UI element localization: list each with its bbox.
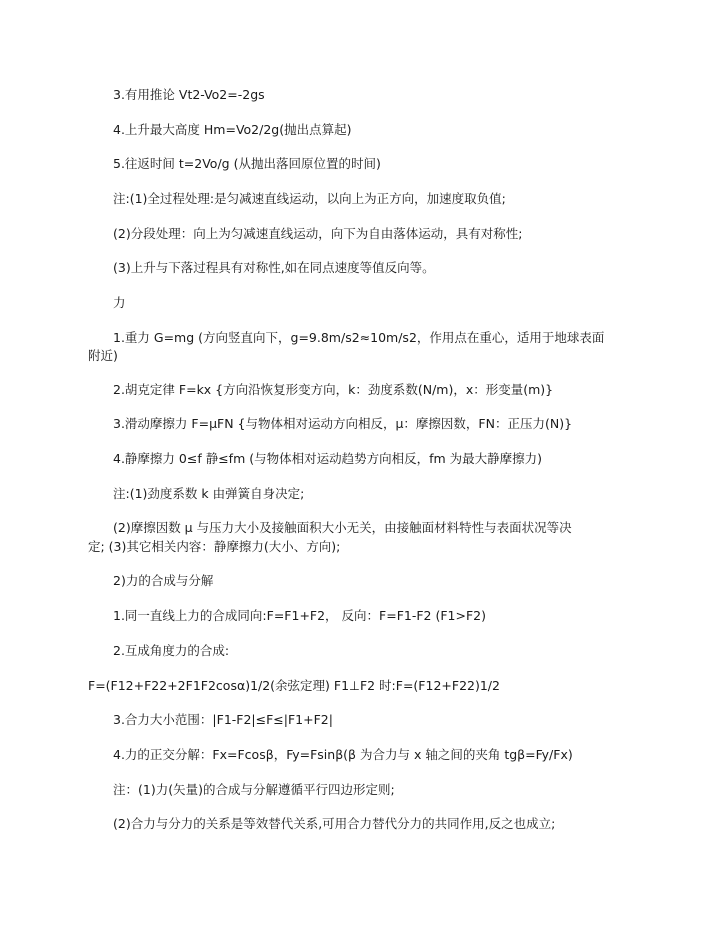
text-line: 5.往返时间 t=2Vo/g (从抛出落回原位置的时间)	[113, 156, 381, 171]
section-heading: 2)力的合成与分解	[113, 573, 214, 588]
text-line: 4.上升最大高度 Hm=Vo2/2g(抛出点算起)	[113, 122, 352, 137]
text-line: 3.合力大小范围：|F1-F2|≤F≤|F1+F2|	[113, 712, 333, 727]
text-line: 4.静摩擦力 0≤f 静≤fm (与物体相对运动趋势方向相反，fm 为最大静摩擦力)	[113, 451, 543, 466]
text-line: 4.力的正交分解：Fx=Fcosβ，Fy=Fsinβ(β 为合力与 x 轴之间的夹角 tgβ=Fy/Fx)	[113, 747, 573, 762]
text-line: (2)分段处理：向上为匀减速直线运动，向下为自由落体运动，具有对称性;	[113, 226, 523, 241]
text-line: 3.滑动摩擦力 F=μFN {与物体相对运动方向相反，μ：摩擦因数，FN：正压力(N)}	[113, 416, 573, 431]
text-line: (2)摩擦因数 μ 与压力大小及接触面积大小无关，由接触面材料特性与表面状况等决	[113, 520, 572, 535]
section-heading: 力	[113, 295, 126, 310]
text-line: 附近)	[88, 348, 118, 363]
text-line: 定; (3)其它相关内容：静摩擦力(大小、方向);	[88, 539, 341, 554]
text-line: 2.互成角度力的合成:	[113, 643, 230, 658]
text-line: 注：(1)力(矢量)的合成与分解遵循平行四边形定则;	[113, 782, 395, 797]
text-line: (3)上升与下落过程具有对称性,如在同点速度等值反向等。	[113, 260, 435, 275]
text-line: (2)合力与分力的关系是等效替代关系,可用合力替代分力的共同作用,反之也成立;	[113, 816, 556, 831]
text-line: 3.有用推论 Vt2-Vo2=-2gs	[113, 87, 265, 102]
text-line: F=(F12+F22+2F1F2cosα)1/2(余弦定理) F1⊥F2 时:F=(F12+F22)1/2	[88, 678, 500, 693]
text-line: 2.胡克定律 F=kx {方向沿恢复形变方向，k：劲度系数(N/m)，x：形变量(m)}	[113, 382, 554, 397]
text-line: 1.同一直线上力的合成同向:F=F1+F2， 反向：F=F1-F2 (F1>F2)	[113, 608, 486, 623]
text-line: 注:(1)全过程处理:是匀减速直线运动，以向上为正方向，加速度取负值;	[113, 191, 506, 206]
text-line: 注:(1)劲度系数 k 由弹簧自身决定;	[113, 486, 305, 501]
text-line: 1.重力 G=mg (方向竖直向下，g=9.8m/s2≈10m/s2，作用点在重心，适用于地球表面	[113, 330, 605, 345]
